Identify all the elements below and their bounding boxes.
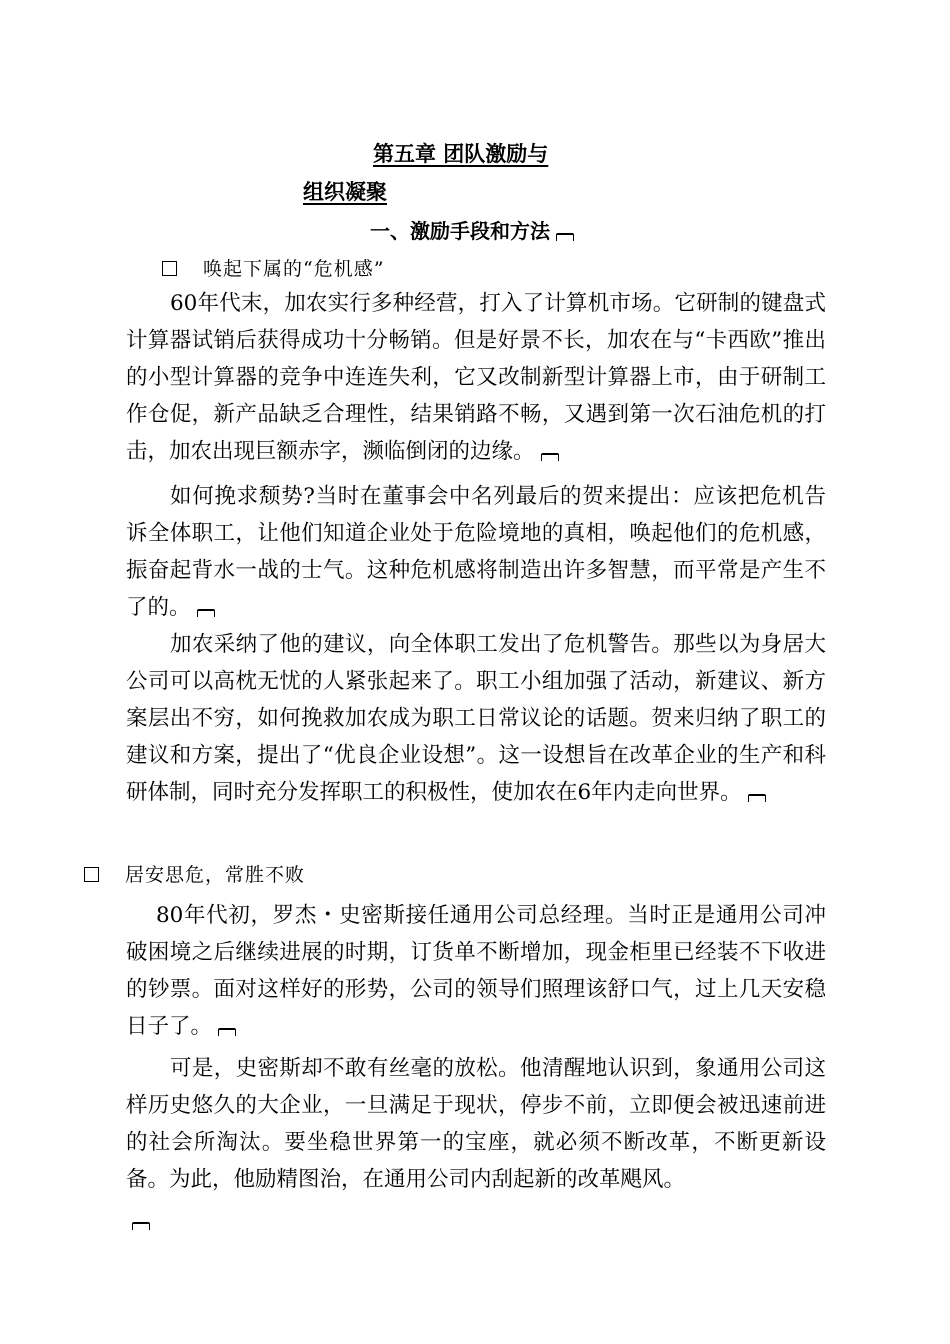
checkbox-icon <box>84 867 99 882</box>
subheading-vigilance-text: 居安思危，常胜不败 <box>125 864 306 886</box>
paragraph-1-text: 60年代末，加农实行多种经营，打入了计算机市场。它研制的键盘式计算器试销后获得成功十分畅销。但是好景不长，加农在与“卡西欧”推出的小型计算器的竞争中连连失利，它又改制新型计算器上市，由于研制工作仓促，新产品缺乏合理性，结果销路不畅，又遇到第一次石油危机的打击，加农出现巨额赤字，濒临倒闭的边缘。 <box>126 291 826 464</box>
paragraph-3-text: 加农采纳了他的建议，向全体职工发出了危机警告。那些以为身居大公司可以高枕无忧的人紧张起来了。职工小组加强了活动，新建议、新方案层出不穷，如何挽救加农成为职工日常议论的话题。贺来归纳了职工的建议和方案，提出了“优良企业设想”。这一设想旨在改革企业的生产和科研体制，同时充分发挥职工的积极性，使加农在6年内走向世界。 <box>126 632 826 805</box>
paragraph-4 <box>126 897 826 1045</box>
paragraph-mark-icon <box>132 1222 150 1230</box>
checkbox-icon <box>162 261 177 276</box>
paragraph-3 <box>126 626 826 811</box>
section-heading-text: 一、激励手段和方法 <box>370 219 550 243</box>
paragraph-mark-icon <box>218 1028 236 1036</box>
paragraph-2-text: 如何挽求颓势?当时在董事会中名列最后的贺来提出：应该把危机告诉全体职工，让他们知道企业处于危险境地的真相，唤起他们的危机感，振奋起背水一战的士气。这种危机感将制造出许多智慧，而平常是产生不了的。 <box>126 484 826 620</box>
paragraph-mark-icon <box>197 609 215 617</box>
subheading-vigilance <box>84 860 305 887</box>
paragraph-5 <box>126 1050 826 1198</box>
subheading-crisis <box>162 254 384 281</box>
paragraph-mark-icon <box>541 453 559 461</box>
paragraph-4-text: 80年代初，罗杰・史密斯接任通用公司总经理。当时正是通用公司冲破困境之后继续进展的时期，订货单不断增加，现金柜里已经装不下收进的钞票。面对这样好的形势，公司的领导们照理该舒口气，过上几天安稳日子了。 <box>126 903 826 1039</box>
chapter-title-line2: 组织凝聚 <box>303 180 387 204</box>
paragraph-mark-icon <box>556 233 574 241</box>
paragraph-1 <box>126 285 826 470</box>
subheading-crisis-text: 唤起下属的“危机感” <box>203 258 385 280</box>
chapter-title-line1: 第五章 团队激励与 <box>373 142 549 166</box>
section-heading <box>370 215 574 244</box>
paragraph-mark-icon <box>748 794 766 802</box>
paragraph-2 <box>126 478 826 626</box>
paragraph-5-text: 可是，史密斯却不敢有丝毫的放松。他清醒地认识到，象通用公司这样历史悠久的大企业，一旦满足于现状，停步不前，立即便会被迅速前进的社会所淘汰。要坐稳世界第一的宝座，就必须不断改革，不断更新设备。为此，他励精图治，在通用公司内刮起新的改革飓风。 <box>126 1056 826 1192</box>
